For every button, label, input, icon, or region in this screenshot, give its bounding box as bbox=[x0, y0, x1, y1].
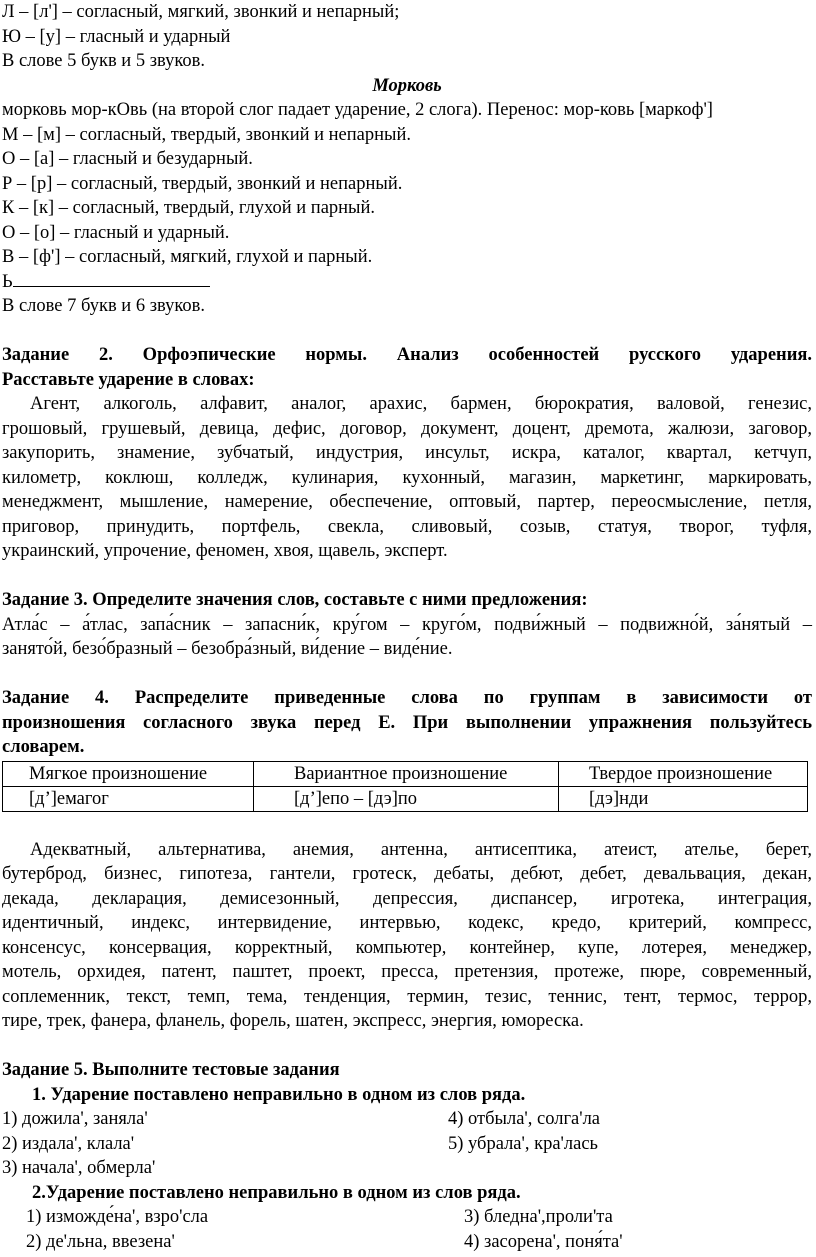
question-1-options-row bbox=[2, 1107, 812, 1132]
question-1-title: 1. Ударение поставлено неправильно в одном из слов ряда. bbox=[32, 1084, 526, 1105]
task4-body-line: идентичный, индекс, интервидение, интервью, кодекс, кредо, критерий, компресс, bbox=[2, 913, 812, 933]
table-header-cell: Мягкое произношение bbox=[3, 761, 254, 786]
task4-body-line: Адекватный, альтернатива, анемия, антенна, антисептика, атеист, ателье, берет, bbox=[30, 839, 812, 860]
text-line: К – [к] – согласный, твердый, глухой и парный. bbox=[2, 198, 376, 218]
underline-rule bbox=[13, 272, 210, 287]
task4-body-line: бутерброд, бизнес, гипотеза, гантели, гротеск, дебаты, дебют, дебет, девальвация, декан, bbox=[2, 864, 812, 884]
text-line: Ю – [у] – гласный и ударный bbox=[2, 26, 231, 47]
task4-body-line: мотель, орхидея, патент, паштет, проект, пресса, претензия, протеже, пюре, современный, bbox=[2, 962, 812, 982]
task2-body-line: украинский, упрочение, феномен, хвоя, щавель, эксперт. bbox=[2, 541, 448, 561]
table-header-cell: Вариантное произношение bbox=[254, 761, 559, 786]
table-cell: [д’]емагог bbox=[3, 786, 254, 811]
task2-body-line: закупорить, знамение, зубчатый, индустрия, инсульт, искра, каталог, квартал, кетчуп, bbox=[2, 443, 812, 463]
task4-heading: Задание 4. Распределите приведенные слова по группам в зависимости от bbox=[2, 688, 812, 708]
soft-sign: Ь bbox=[2, 271, 13, 292]
text-line: Л – [л'] – согласный, мягкий, звонкий и непарный; bbox=[2, 2, 400, 22]
question-1-options-row bbox=[2, 1156, 812, 1181]
soft-sign-line bbox=[2, 270, 812, 295]
option: 4) засорена', поня́та' bbox=[464, 1231, 623, 1252]
option: 4) отбыла', солга'ла bbox=[448, 1109, 601, 1129]
text-line: М – [м] – согласный, твердый, звонкий и непарный. bbox=[2, 124, 411, 145]
pronunciation-table bbox=[2, 761, 808, 812]
table-cell: [д’]епо – [дэ]по bbox=[254, 786, 559, 811]
question-1-options-row bbox=[2, 1132, 812, 1157]
question-2-options-row bbox=[2, 1205, 812, 1230]
text-line: О – [о] – гласный и ударный. bbox=[2, 222, 230, 243]
text-line: В слове 7 букв и 6 звуков. bbox=[2, 296, 206, 316]
text-line: О – [а] – гласный и безударный. bbox=[2, 149, 253, 169]
task4-body-line: декада, декларация, демисезонный, депрессия, диспансер, игротека, интеграция, bbox=[2, 888, 812, 909]
task4-body-line: консенсус, консервация, корректный, компьютер, контейнер, купе, лотерея, менеджер, bbox=[2, 937, 812, 958]
text-line: В слове 5 букв и 5 звуков. bbox=[2, 51, 206, 71]
task2-heading: Расставьте ударение в словах: bbox=[2, 369, 255, 390]
option: 1) изможде́на', взро'сла bbox=[26, 1207, 209, 1227]
task3-body-line: Атла́с – а́тлас, запа́сник – запасни́к, кру́гом – круго́м, подви́жный – подвижно́й, за́нятый – bbox=[2, 614, 812, 635]
option: 1) дожила', заняла' bbox=[2, 1109, 148, 1129]
task4-body-line: тире, трек, фанера, фланель, форель, шатен, экспресс, энергия, юмореска. bbox=[2, 1011, 584, 1031]
table-row bbox=[3, 786, 808, 811]
option: 3) начала', обмерла' bbox=[2, 1158, 156, 1178]
task2-heading: Задание 2. Орфоэпические нормы. Анализ особенностей русского ударения. bbox=[2, 345, 812, 365]
task2-body-line: Агент, алкоголь, алфавит, аналог, арахис, бармен, бюрократия, валовой, генезис, bbox=[30, 394, 812, 414]
task3-body-line: занято́й, безо́бразный – безобра́зный, ви́дение – виде́ние. bbox=[2, 639, 453, 659]
task4-heading: произношения согласного звука перед Е. При выполнении упражнения пользуйтесь bbox=[2, 712, 812, 733]
task2-body-line: километр, коклюш, колледж, кулинария, кухонный, магазин, маркетинг, маркировать, bbox=[2, 467, 812, 488]
option: 5) убрала', кра'лась bbox=[448, 1133, 598, 1154]
task4-heading: словарем. bbox=[2, 737, 85, 757]
question-2-title: 2.Ударение поставлено неправильно в одном из слов ряда. bbox=[32, 1182, 521, 1203]
option: 3) бледна',проли'та bbox=[464, 1207, 613, 1227]
question-2-options-row bbox=[2, 1230, 812, 1255]
text-line: Р – [р] – согласный, твердый, звонкий и непарный. bbox=[2, 173, 403, 194]
word-title: Морковь bbox=[372, 75, 442, 96]
text-line: морковь мор-кОвь (на второй слог падает ударение, 2 слога). Перенос: мор-ковь [маркоф'] bbox=[2, 100, 713, 120]
task2-body-line: грошовый, грушевый, девица, дефис, договор, документ, доцент, дремота, жалюзи, заговор, bbox=[2, 418, 812, 439]
option: 2) де'льна, ввезена' bbox=[26, 1231, 175, 1252]
text-line: В – [ф'] – согласный, мягкий, глухой и парный. bbox=[2, 247, 373, 267]
task4-body-line: соплеменник, текст, темп, тема, тенденция, термин, тезис, теннис, тент, термос, террор, bbox=[2, 986, 812, 1007]
task2-body-line: менеджмент, мышление, намерение, обеспечение, оптовый, партер, переосмысление, петля, bbox=[2, 492, 812, 512]
table-header-cell: Твердое произношение bbox=[559, 761, 808, 786]
table-cell: [дэ]нди bbox=[559, 786, 808, 811]
table-header-row bbox=[3, 761, 808, 786]
task3-heading: Задание 3. Определите значения слов, составьте с ними предложения: bbox=[2, 590, 588, 610]
option: 2) издала', клала' bbox=[2, 1133, 135, 1154]
task5-heading: Задание 5. Выполните тестовые задания bbox=[2, 1060, 340, 1080]
task2-body-line: приговор, принудить, портфель, свекла, сливовый, созыв, статуя, творог, туфля, bbox=[2, 516, 812, 537]
